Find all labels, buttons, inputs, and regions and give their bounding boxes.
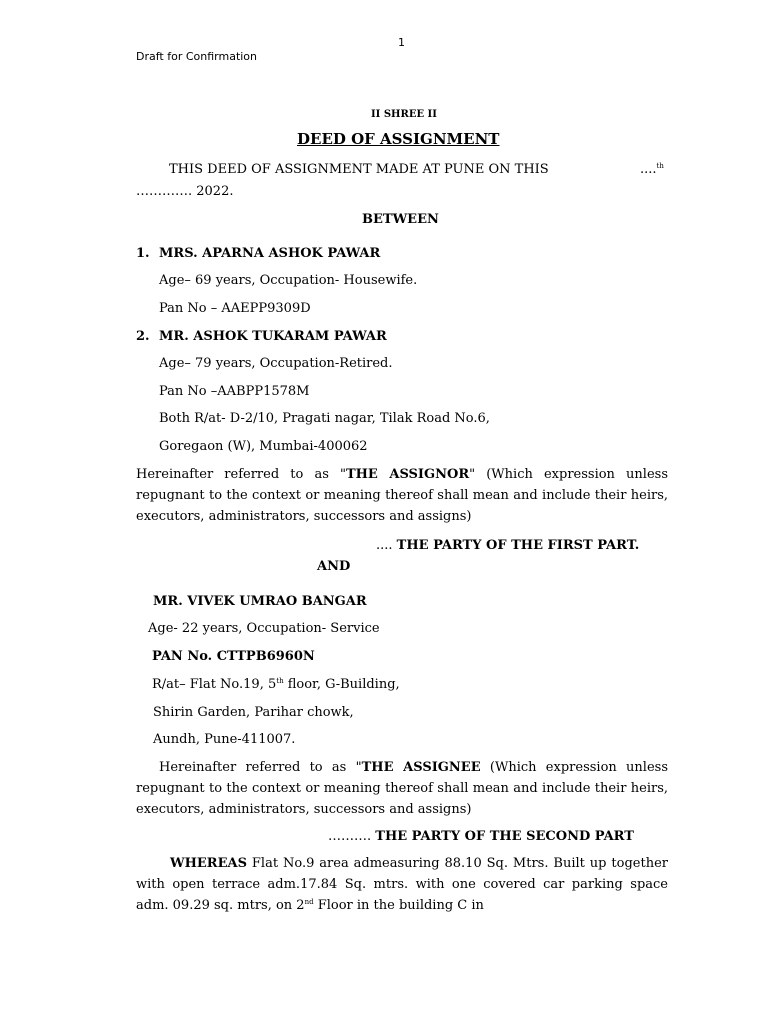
whereas-term: WHEREAS — [170, 856, 247, 871]
page-number: 1 — [398, 36, 405, 49]
assignee-clause: Hereinafter referred to as "THE ASSIGNEE (Which expression unless repugnant to the context or meaning thereof shall mean and include their heirs, executors, administrators, successors and assigns) — [136, 760, 668, 817]
assignee-term: THE ASSIGNEE — [361, 760, 481, 775]
assignor-2-address-2: Goregaon (W), Mumbai-400062 — [159, 439, 368, 454]
intro-text: THIS DEED OF ASSIGNMENT MADE AT PUNE ON THIS — [169, 162, 549, 177]
page-title: DEED OF ASSIGNMENT — [297, 130, 500, 148]
first-part-line: .... THE PARTY OF THE FIRST PART. — [376, 538, 640, 553]
assignor-1-name: MRS. APARNA ASHOK PAWAR — [159, 246, 381, 261]
assignor-1-age: Age– 69 years, Occupation- Housewife. — [159, 273, 418, 288]
intro-date-blank: ....$^{th}$ — [640, 162, 664, 177]
assignor-2-age: Age– 79 years, Occupation-Retired. — [159, 356, 393, 371]
between-heading: BETWEEN — [362, 212, 439, 227]
assignor-1-number: 1. — [136, 246, 150, 261]
assignee-name: MR. VIVEK UMRAO BANGAR — [153, 594, 367, 609]
assignee-pan: PAN No. CTTPB6960N — [152, 649, 315, 664]
assignor-1-pan: Pan No – AAEPP9309D — [159, 301, 311, 316]
assignor-term: THE ASSIGNOR — [345, 467, 470, 482]
intro-line-1 — [169, 162, 549, 178]
second-part-line: ………. THE PARTY OF THE SECOND PART — [328, 829, 634, 844]
intro-line-2: …………. 2022. — [136, 184, 234, 199]
assignor-2-pan: Pan No –AABPP1578M — [159, 384, 310, 399]
assignor-2-name: MR. ASHOK TUKARAM PAWAR — [159, 329, 387, 344]
invocation: II SHREE II — [371, 109, 437, 120]
assignee-address-1: R/at– Flat No.19, 5th floor, G-Building, — [152, 677, 400, 692]
assignor-clause: Hereinafter referred to as "THE ASSIGNOR" (Which expression unless repugnant to the context or meaning thereof shall mean and include their heirs, executors, administrators, successors and assigns) — [136, 467, 668, 524]
assignee-address-2: Shirin Garden, Parihar chowk, — [153, 705, 354, 720]
assignor-2-number: 2. — [136, 329, 150, 344]
assignee-age: Age- 22 years, Occupation- Service — [148, 621, 380, 636]
assignee-address-3: Aundh, Pune-411007. — [153, 732, 296, 747]
and-heading: AND — [317, 559, 351, 574]
assignor-2-address-1: Both R/at- D-2/10, Pragati nagar, Tilak Road No.6, — [159, 411, 490, 426]
whereas-clause: WHEREAS Flat No.9 area admeasuring 88.10 Sq. Mtrs. Built up together with open terrace adm.17.84 Sq. mtrs. with one covered car parking space adm. 09.29 sq. mtrs, on 2nd Floor in the building C in — [136, 856, 668, 913]
draft-label: Draft for Confirmation — [136, 50, 258, 63]
